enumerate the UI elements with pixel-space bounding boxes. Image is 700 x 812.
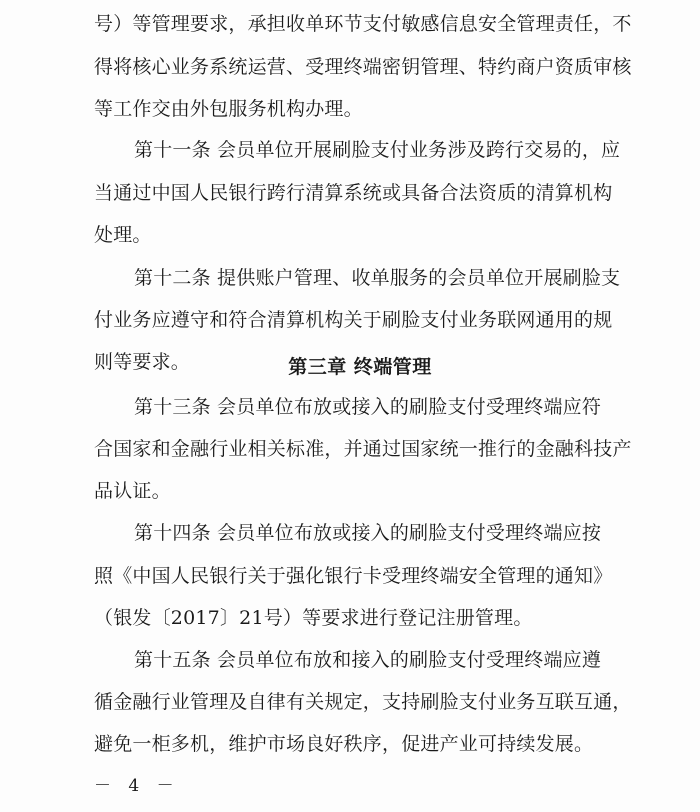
text-line: （银发〔2017〕21号）等要求进行登记注册管理。 <box>94 607 533 629</box>
text-line: 号）等管理要求，承担收单环节支付敏感信息安全管理责任，不 <box>94 13 632 35</box>
article-12-first-line: 第十二条 提供账户管理、收单服务的会员单位开展刷脸支 <box>134 267 621 289</box>
text-line: 合国家和金融行业相关标准，并通过国家统一推行的金融科技产 <box>94 438 632 460</box>
article-11-first-line: 第十一条 会员单位开展刷脸支付业务涉及跨行交易的，应 <box>134 139 621 161</box>
chapter-heading: 第三章 终端管理 <box>288 356 432 378</box>
article-13-first-line: 第十三条 会员单位布放或接入的刷脸支付受理终端应符 <box>134 396 602 418</box>
text-line: 付业务应遵守和符合清算机构关于刷脸支付业务联网通用的规 <box>94 309 613 331</box>
text-line: 等工作交由外包服务机构办理。 <box>94 98 363 120</box>
text-line: 处理。 <box>94 224 152 246</box>
text-line: 得将核心业务系统运营、受理终端密钥管理、特约商户资质审核 <box>94 56 632 78</box>
text-line: 品认证。 <box>94 480 171 502</box>
article-14-first-line: 第十四条 会员单位布放或接入的刷脸支付受理终端应按 <box>134 522 602 544</box>
text-line: 循金融行业管理及自律有关规定，支持刷脸支付业务互联互通， <box>94 691 632 713</box>
text-line: 照《中国人民银行关于强化银行卡受理终端安全管理的通知》 <box>94 565 613 587</box>
article-15-first-line: 第十五条 会员单位布放和接入的刷脸支付受理终端应遵 <box>134 649 602 671</box>
page-number: － 4 － <box>94 776 180 796</box>
text-line: 当通过中国人民银行跨行清算系统或具备合法资质的清算机构 <box>94 182 613 204</box>
text-line: 则等要求。 <box>94 351 191 373</box>
text-line: 避免一柜多机，维护市场良好秩序，促进产业可持续发展。 <box>94 733 594 755</box>
